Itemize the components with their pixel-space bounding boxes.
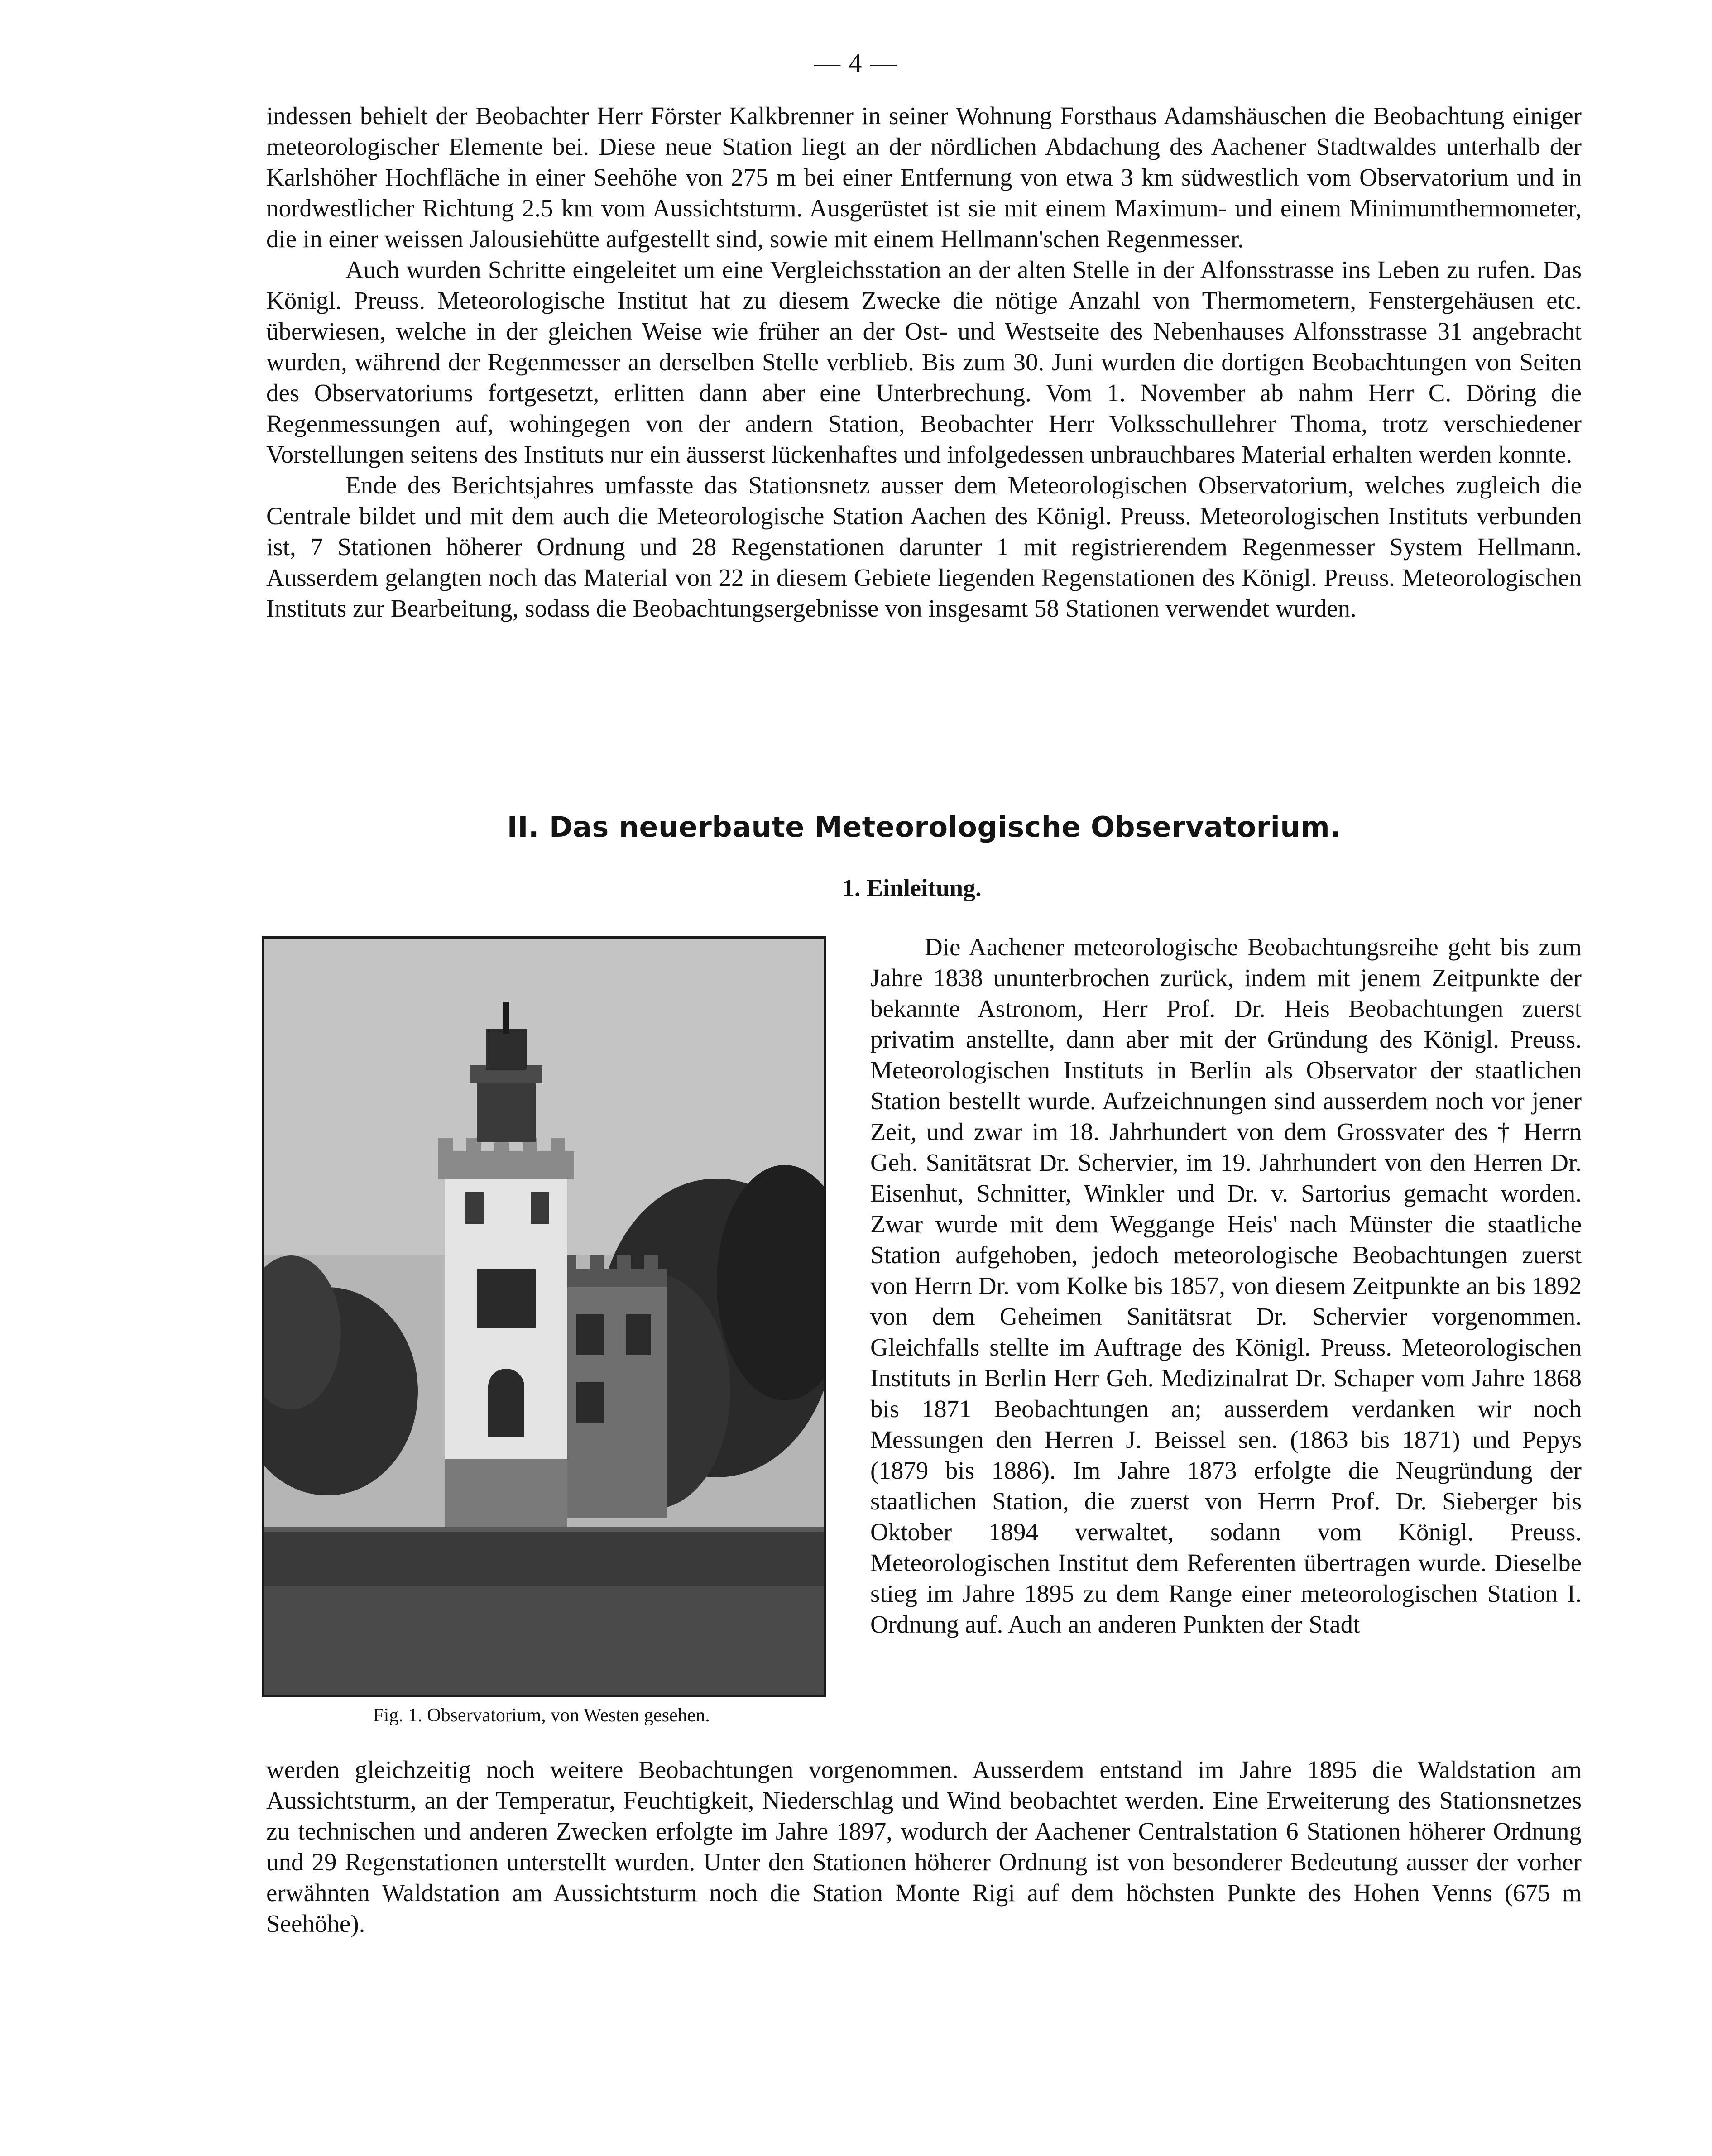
column-text	[870, 932, 1582, 1640]
intro-paragraph-1: indessen behielt der Beobachter Herr Förster Kalkbrenner in seiner Wohnung Forsthaus Adamshäuschen die Beobachtung einiger meteorologischer Elemente bei. Diese neue Station liegt an der nördlichen Abdachung des Aachener Stadtwaldes unterhalb der Karlshöher Hochfläche in einer Seehöhe von 275 m bei einer Entfernung von etwa 3 km südwestlich vom Observatorium und in nordwestlicher Richtung 2.5 km vom Aussichtsturm. Ausgerüstet ist sie mit einem Maximum- und einem Minimumthermometer, die in einer weissen Jalousiehütte aufgestellt sind, sowie mit einem Hellmann'schen Regenmesser.	[266, 102, 1582, 253]
page-number: — 4 —	[814, 48, 897, 77]
column-paragraph: Die Aachener meteorologische Beobachtungsreihe geht bis zum Jahre 1838 ununterbrochen zurück, indem mit jenem Zeitpunkte der bekannte Astronom, Herr Prof. Dr. Heis Beobachtungen zuerst privatim anstellte, dann aber mit der Gründung des Königl. Preuss. Meteorologischen Instituts in Berlin als Observator der staatlichen Station bestellt wurde. Aufzeichnungen sind ausserdem noch vor jener Zeit, und zwar im 18. Jahrhundert von dem Grossvater des † Herrn Geh. Sanitätsrat Dr. Schervier, im 19. Jahrhundert von den Herren Dr. Eisenhut, Schnitter, Winkler und Dr. v. Sartorius gemacht worden. Zwar wurde mit dem Weggange Heis' nach Münster die staatliche Station aufgehoben, jedoch meteorologische Beobachtungen zuerst von Herrn Dr. vom Kolke bis 1857, von diesem Zeitpunkte an bis 1892 von dem Geheimen Sanitätsrat Dr. Schervier vorgenommen. Gleichfalls stellte im Auftrage des Königl. Preuss. Meteorologischen Instituts in Berlin Herr Geh. Medizinalrat Dr. Schaper vom Jahre 1868 bis 1871 Beobachtungen an; ausserdem verdanken wir noch Messungen den Herren J. Beissel sen. (1863 bis 1871) und Pepys (1879 bis 1886). Im Jahre 1873 erfolgte die Neugründung der staatlichen Station, die zuerst von Herrn Prof. Dr. Sieberger bis Oktober 1894 verwaltet, sodann vom Königl. Preuss. Meteorologischen Institut dem Referenten übertragen wurde. Dieselbe stieg im Jahre 1895 zu dem Range einer meteorologischen Station I. Ordnung auf. Auch an anderen Punkten der Stadt	[870, 933, 1582, 1638]
intro-paragraph-2: Auch wurden Schritte eingeleitet um eine Vergleichsstation an der alten Stelle in der Alfonsstrasse ins Leben zu rufen. Das Königl. Preuss. Meteorologische Institut hat zu diesem Zwecke die nötige Anzahl von Thermometern, Fenstergehäusen etc. überwiesen, welche in der gleichen Weise wie früher an der Ost- und Westseite des Nebenhauses Alfonsstrasse 31 angebracht wurden, während der Regenmesser an derselben Stelle verblieb. Bis zum 30. Juni wurden die dortigen Beobachtungen von Seiten des Observatoriums fortgesetzt, erlitten dann aber eine Unterbrechung. Vom 1. November ab nahm Herr C. Döring die Regenmessungen auf, wohingegen von der andern Station, Beobachter Herr Volksschullehrer Thoma, trotz verschiedener Vorstellungen seitens des Instituts nur ein äusserst lückenhaftes und infolgedessen unbrauchbares Material erhalten werden konnte.	[266, 256, 1582, 468]
intro-text	[266, 101, 1582, 624]
full-width-text	[266, 1754, 1582, 1939]
intro-paragraph-3: Ende des Berichtsjahres umfasste das Stationsnetz ausser dem Meteorologischen Observatorium, welches zugleich die Centrale bildet und mit dem auch die Meteorologische Station Aachen des Königl. Preuss. Meteorologischen Instituts verbunden ist, 7 Stationen höherer Ordnung und 28 Regenstationen darunter 1 mit registrierendem Regenmesser System Hellmann. Ausserdem gelangten noch das Material von 22 in diesem Gebiete liegenden Regenstationen des Königl. Preuss. Meteorologischen Instituts zur Bearbeitung, sodass die Beobachtungsergebnisse von insgesamt 58 Stationen verwendet wurden.	[266, 471, 1582, 622]
closing-paragraph: werden gleichzeitig noch weitere Beobachtungen vorgenommen. Ausserdem entstand im Jahre 1895 die Waldstation am Aussichtsturm, an der Temperatur, Feuchtigkeit, Niederschlag und Wind beobachtet werden. Eine Erweiterung des Stationsnetzes zu technischen und anderen Zwecken erfolgte im Jahre 1897, wodurch der Aachener Centralstation 6 Stationen höherer Ordnung und 29 Regenstationen unterstellt wurden. Unter den Stationen höherer Ordnung ist von besonderer Bedeutung ausser der vorher erwähnten Waldstation am Aussichtsturm noch die Station Monte Rigi auf dem höchsten Punkte des Hohen Venns (675 m Seehöhe).	[266, 1756, 1582, 1937]
section-title: II. Das neuerbaute Meteorologische Observatorium.	[507, 810, 1341, 843]
subsection-title: 1. Einleitung.	[842, 874, 982, 901]
figure-caption: Fig. 1. Observatorium, von Westen gesehen.	[373, 1705, 710, 1726]
observatory-photo-illustration	[264, 939, 824, 1695]
observatory-photo	[262, 936, 826, 1697]
